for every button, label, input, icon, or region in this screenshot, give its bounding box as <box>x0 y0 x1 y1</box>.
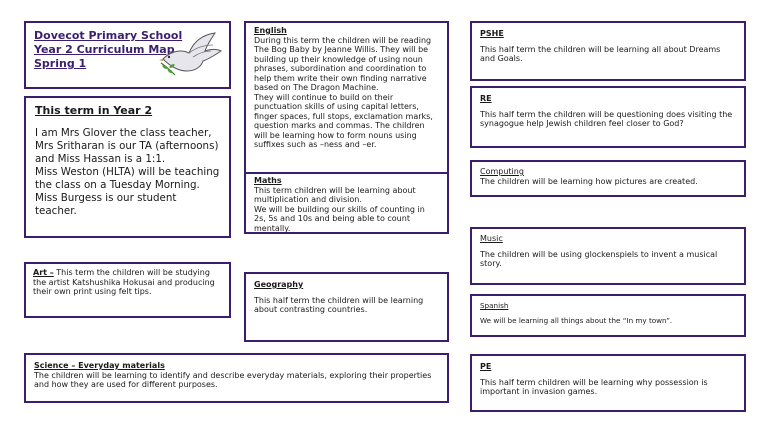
music-text: The children will be using glockenspiels to invent a musical story. <box>480 249 718 268</box>
re-heading: RE <box>480 94 492 103</box>
pshe-box <box>470 21 746 81</box>
pe-text: This half term children will be learning why possession is important in invasion games. <box>480 377 708 396</box>
title-box <box>24 21 231 89</box>
term-name: Spring 1 <box>34 57 87 70</box>
geography-text: This half term the children will be learning about contrasting countries. <box>254 295 424 314</box>
english-text-1: During this term the children will be reading The Bog Baby by Jeanne Willis. They will be building up their knowledge of using noun phrases, subordination and coordination to help them write their own finding narrative based on The Dragon Machine. <box>254 35 432 92</box>
computing-text: The children will be learning how pictures are created. <box>480 176 698 186</box>
dove-icon <box>157 29 223 79</box>
computing-box <box>470 160 746 197</box>
english-box <box>244 21 449 175</box>
computing-heading: Computing <box>480 167 524 176</box>
maths-text-2: We will be building our skills of counting in 2s, 5s and 10s and being able to count mentally. <box>254 204 425 233</box>
pshe-heading: PSHE <box>480 29 504 38</box>
pshe-text: This half term the children will be learning all about Dreams and Goals. <box>480 44 721 63</box>
maths-box <box>244 172 449 234</box>
pe-heading: PE <box>480 362 492 371</box>
this-term-box <box>24 96 231 238</box>
re-box <box>470 86 746 148</box>
this-term-heading: This term in Year 2 <box>35 104 153 117</box>
music-heading: Music <box>480 234 503 243</box>
science-text: The children will be learning to identify and describe everyday materials, exploring their properties and how they are used for different purposes. <box>34 370 432 389</box>
art-heading: Art – <box>33 268 54 277</box>
re-text: This half term the children will be questioning does visiting the synagogue help Jewish children feel closer to God? <box>480 109 733 128</box>
spanish-heading: Spanish <box>480 301 509 310</box>
science-box <box>24 353 449 403</box>
geography-heading: Geography <box>254 280 304 289</box>
school-name: Dovecot Primary School <box>34 29 183 42</box>
art-description: This term the children will be studying the artist Katshushika Hokusai and producing their own print using felt tips. <box>33 268 215 296</box>
geography-box <box>244 272 449 342</box>
maths-heading: Maths <box>254 176 282 185</box>
spanish-text: We will be learning all things about the “In my town”. <box>480 316 673 325</box>
map-title: Year 2 Curriculum Map <box>34 43 175 56</box>
this-term-staff: I am Mrs Glover the class teacher, Mrs Sritharan is our TA (afternoons) and Miss Hassan is a 1:1. <box>35 127 219 165</box>
art-box <box>24 262 231 318</box>
pe-box <box>470 354 746 412</box>
spanish-box <box>470 294 746 337</box>
english-heading: English <box>254 26 287 35</box>
science-heading: Science – Everyday materials <box>34 361 165 370</box>
art-text <box>33 268 222 297</box>
maths-text-1: This term children will be learning about multiplication and division. <box>254 185 416 204</box>
english-text-2: They will continue to build on their punctuation skills of using capital letters, finger spaces, full stops, exclamation marks, question marks and commas. The children will be learning how to form nouns using suffixes such as –ness and –er. <box>254 92 433 149</box>
this-term-teaching: Miss Weston (HLTA) will be teaching the class on a Tuesday Morning. Miss Burgess is our student teacher. <box>35 166 220 217</box>
music-box <box>470 227 746 285</box>
